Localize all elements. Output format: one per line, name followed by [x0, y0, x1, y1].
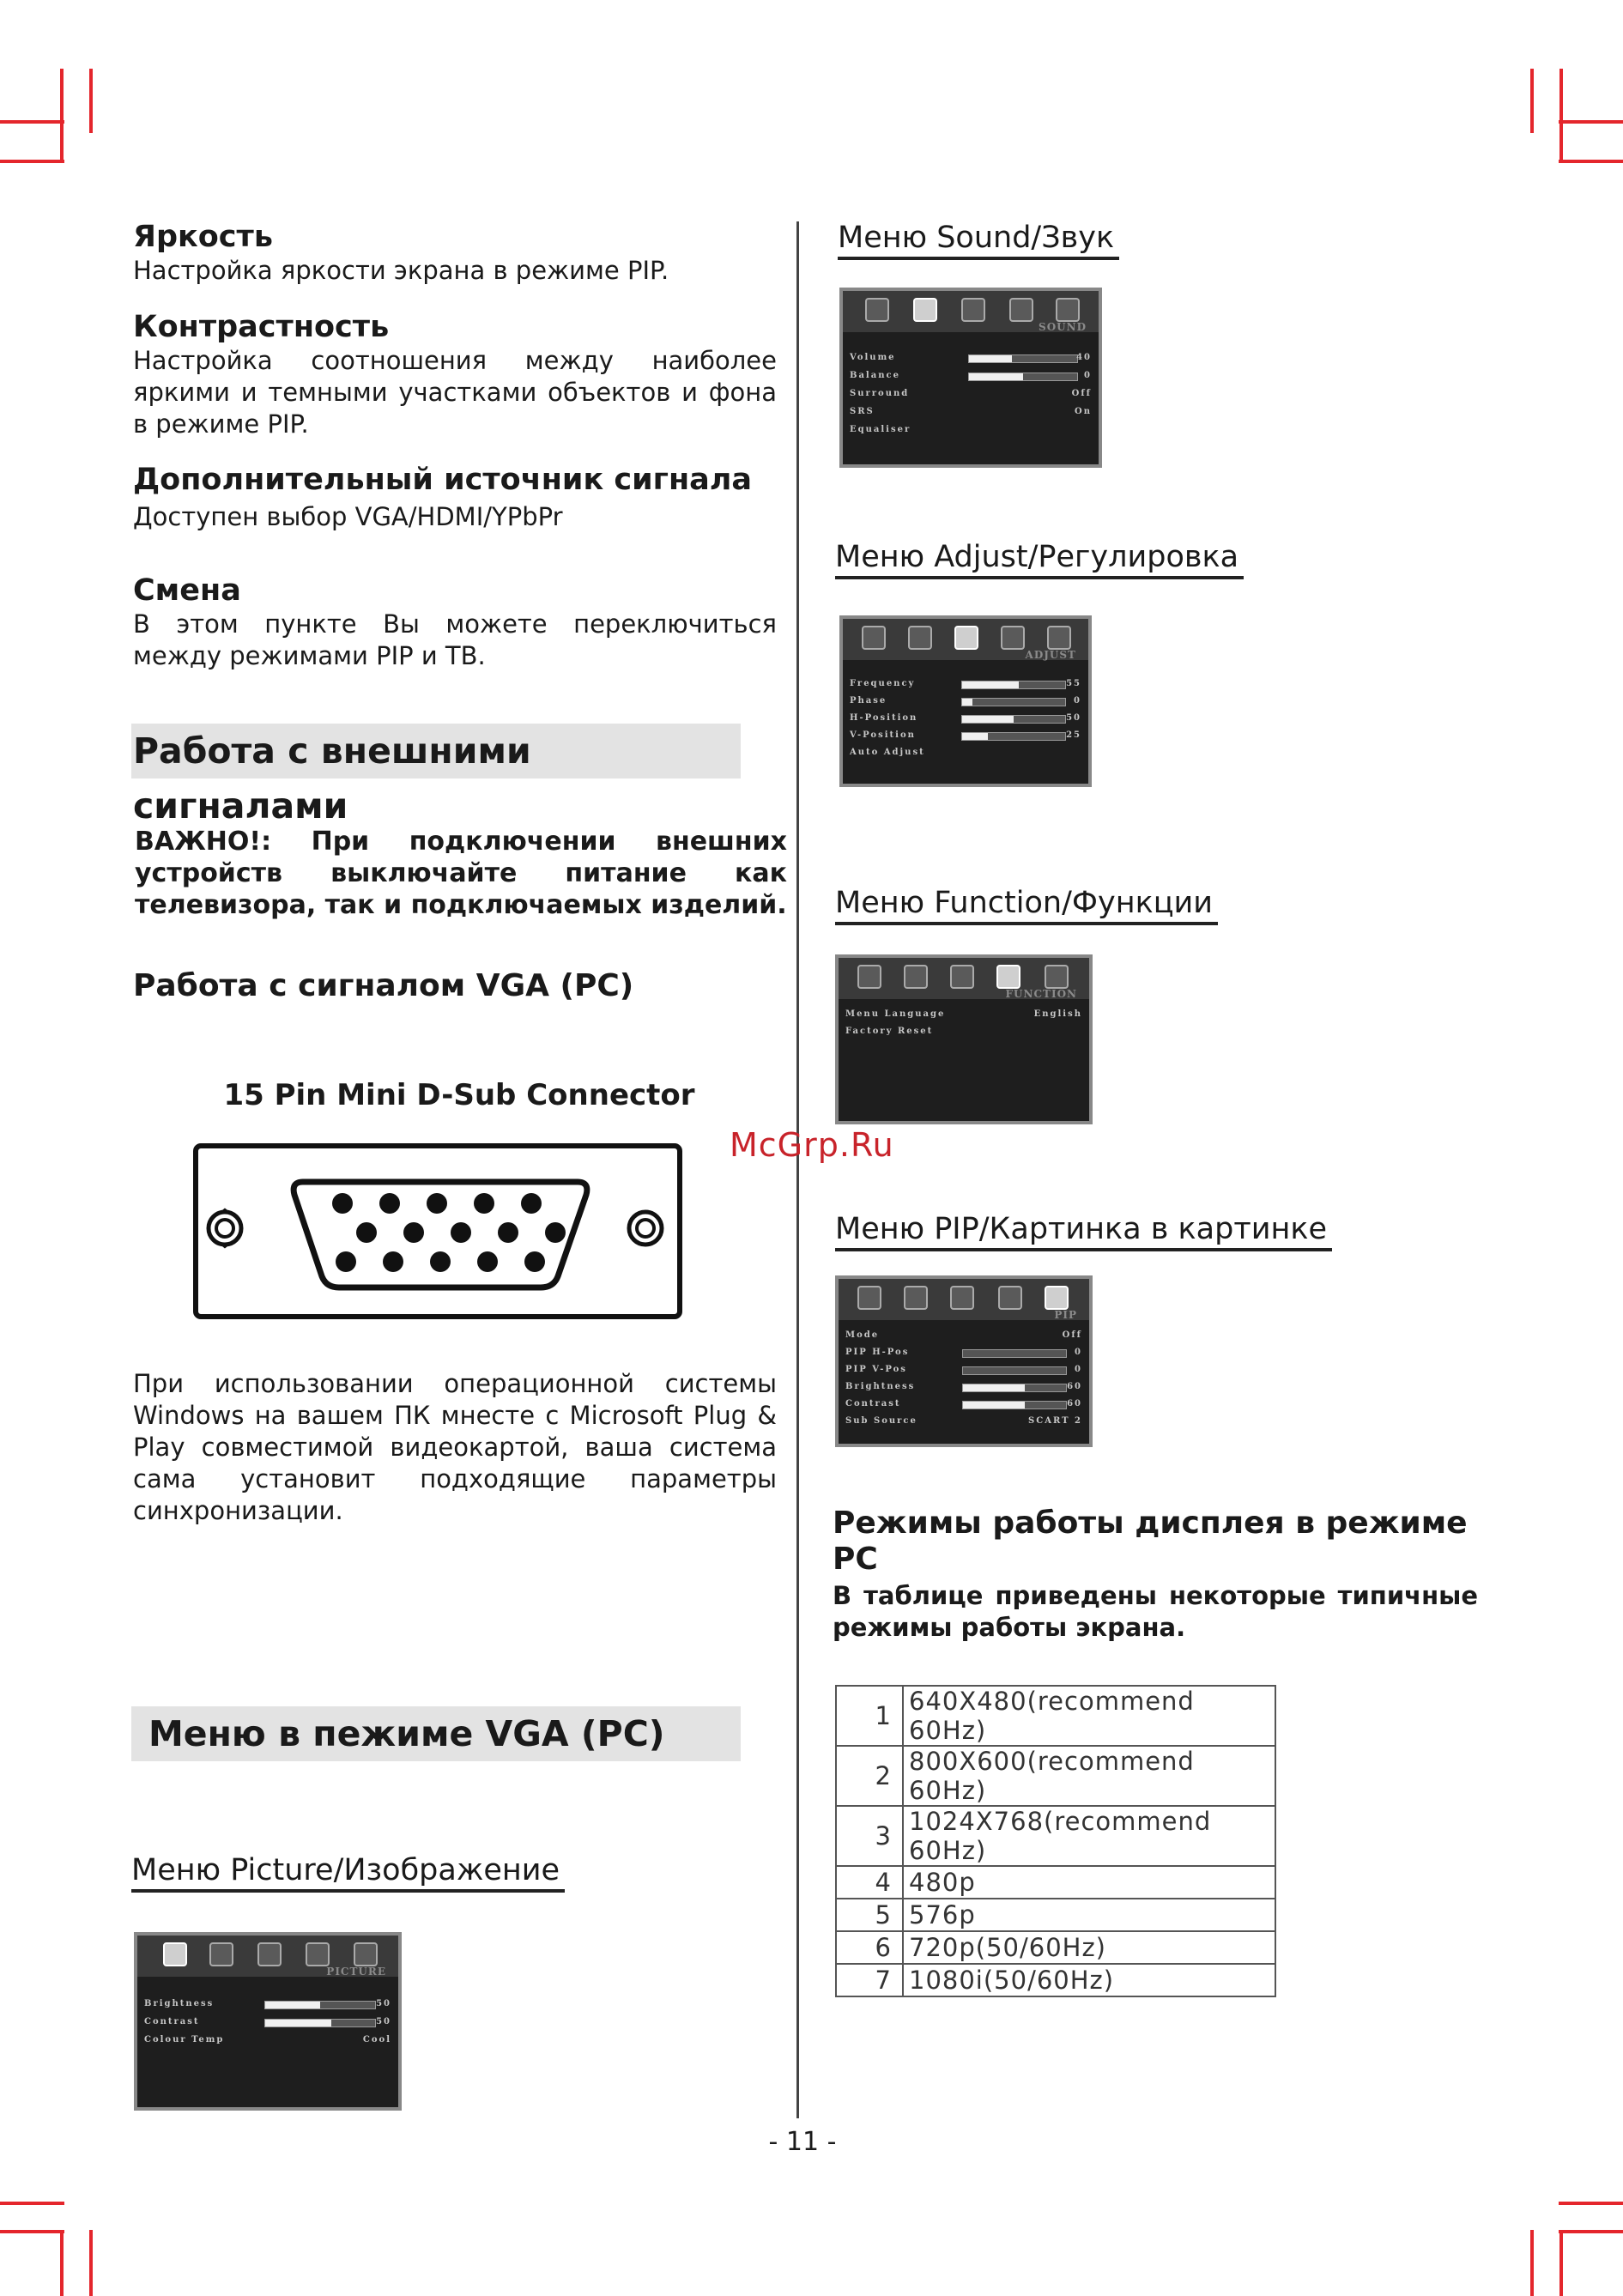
osd-row-factory-reset: Factory Reset	[845, 1027, 934, 1036]
osd-slider-fill	[963, 1402, 1025, 1408]
column-divider	[796, 221, 799, 2118]
osd-icon-bar	[839, 958, 1089, 999]
picture-tab-icon	[163, 1942, 187, 1966]
sound-menu-heading: Меню Sound/Звук	[838, 219, 1119, 260]
osd-row-pip-brightness: Brightness 60	[845, 1382, 1082, 1391]
vga-heading: Работа с сигналом VGA (PC)	[133, 968, 634, 1003]
osd-adjust-menu	[839, 615, 1092, 787]
right-screw-icon	[629, 1212, 662, 1245]
mode-number: 7	[836, 1964, 903, 1996]
osd-slider-fill	[962, 682, 1019, 688]
vga-connector-diagram	[193, 1143, 682, 1319]
osd-slider-track	[961, 698, 1066, 706]
pc-modes-heading: Режимы работы дисплея в режиме PC	[833, 1505, 1468, 1577]
osd-row-equaliser: Equaliser	[850, 425, 911, 434]
osd-icon-bar	[839, 1279, 1089, 1320]
osd-slider-track	[968, 354, 1078, 363]
external-signals-title: Работа с внешними сигналами	[133, 730, 531, 827]
osd-row-pip-v-pos: PIP V-Pos 0	[845, 1365, 1082, 1374]
osd-row-frequency: Frequency 55	[850, 679, 1081, 688]
osd-row-pip-contrast: Contrast 60	[845, 1399, 1082, 1408]
picture-tab-icon	[865, 298, 889, 322]
osd-slider-fill	[962, 716, 1014, 723]
brightness-heading: Яркость	[133, 220, 273, 254]
pip-tab-icon	[354, 1942, 378, 1966]
osd-row-pip-h-pos: PIP H-Pos 0	[845, 1348, 1082, 1357]
contrast-text: Настройка соотношения между наиболее яркими и темными участками объектов и фона в режиме PIP.	[133, 346, 777, 439]
osd-slider-track	[961, 732, 1066, 741]
osd-slider-track	[962, 1384, 1067, 1392]
osd-slider-fill	[969, 373, 1023, 380]
sound-tab-icon	[908, 626, 932, 650]
osd-row-v-position: V-Position 25	[850, 730, 1081, 740]
adjust-tab-icon	[257, 1942, 282, 1966]
mode-number: 6	[836, 1931, 903, 1964]
osd-sound-menu	[839, 288, 1102, 468]
osd-icon-bar	[843, 291, 1099, 332]
brightness-section	[133, 219, 777, 287]
table-row	[836, 1899, 1275, 1931]
contrast-section	[133, 309, 777, 440]
table-row	[836, 1746, 1275, 1806]
sound-tab-icon	[913, 298, 937, 322]
osd-picture-menu	[134, 1932, 402, 2111]
pip-tab-icon	[1047, 626, 1071, 650]
osd-slider-fill	[963, 1384, 1025, 1391]
watermark: McGrp.Ru	[730, 1126, 894, 1164]
osd-tab-name: SOUND	[1039, 321, 1087, 333]
osd-tab-name: FUNCTION	[1005, 988, 1077, 1000]
sound-tab-icon	[904, 965, 928, 989]
table-row	[836, 1931, 1275, 1964]
display-modes-table	[835, 1685, 1276, 1997]
table-row	[836, 1866, 1275, 1899]
function-tab-icon	[996, 965, 1020, 989]
aux-source-section	[133, 462, 777, 533]
function-tab-icon	[998, 1286, 1022, 1310]
picture-tab-icon	[857, 965, 881, 989]
picture-tab-icon	[857, 1286, 881, 1310]
osd-slider-track	[961, 681, 1066, 689]
osd-tab-name: PIP	[1054, 1309, 1077, 1321]
mode-number: 3	[836, 1806, 903, 1866]
aux-source-heading: Дополнительный источник сигнала	[133, 463, 753, 497]
pc-modes-text: В таблице приведены некоторые типичные режимы работы экрана.	[833, 1581, 1478, 1642]
mode-value: 1024X768(recommend 60Hz)	[903, 1806, 1275, 1866]
osd-row-h-position: H-Position 50	[850, 713, 1081, 723]
osd-function-menu	[835, 954, 1093, 1124]
pip-tab-icon	[1056, 298, 1080, 322]
adjust-tab-icon	[950, 965, 974, 989]
mode-value: 1080i(50/60Hz)	[903, 1964, 1275, 1996]
swap-section	[133, 572, 777, 672]
picture-menu-heading: Меню Picture/Изображение	[131, 1851, 565, 1893]
vga-connector-drawing	[193, 1143, 682, 1319]
vga-text: При использовании операционной системы Windows на вашем ПК мнесте с Microsoft Plug & Play совместимой видеокартой, ваша система сама установит подходящие параметры синхронизации.	[133, 1369, 777, 1525]
mode-number: 4	[836, 1866, 903, 1899]
page-number: - 11 -	[768, 2127, 837, 2157]
connector-title: 15 Pin Mini D-Sub Connector	[223, 1078, 695, 1112]
mode-number: 2	[836, 1746, 903, 1806]
osd-icon-bar	[843, 619, 1088, 660]
osd-slider-fill	[962, 699, 972, 706]
table-row	[836, 1964, 1275, 1996]
function-menu-heading: Меню Function/Функции	[835, 884, 1218, 925]
pip-menu-heading: Меню PIP/Картинка в картинке	[835, 1210, 1332, 1251]
function-tab-icon	[306, 1942, 330, 1966]
osd-row-colour-temp: Colour Temp Cool	[144, 2035, 391, 2045]
osd-slider-fill	[969, 355, 1012, 362]
osd-slider-track	[962, 1401, 1067, 1409]
external-signals-bar	[131, 724, 741, 827]
osd-slider-fill	[265, 2002, 320, 2008]
osd-icon-bar	[137, 1936, 398, 1977]
left-screw-icon	[209, 1210, 241, 1246]
osd-row-srs: SRS On	[850, 407, 1092, 416]
contrast-heading: Контрастность	[133, 310, 390, 344]
osd-row-surround: Surround Off	[850, 389, 1092, 398]
table-row	[836, 1686, 1275, 1746]
mode-value: 640X480(recommend 60Hz)	[903, 1686, 1275, 1746]
osd-slider-track	[264, 2019, 376, 2027]
mode-number: 1	[836, 1686, 903, 1746]
pip-tab-icon	[1045, 1286, 1069, 1310]
osd-pip-menu	[835, 1275, 1093, 1447]
osd-slider-track	[264, 2001, 376, 2009]
osd-slider-track	[968, 373, 1078, 381]
mode-value: 800X600(recommend 60Hz)	[903, 1746, 1275, 1806]
function-tab-icon	[1009, 298, 1033, 322]
osd-slider-track	[962, 1349, 1067, 1358]
osd-row-volume: Volume 40	[850, 353, 1092, 362]
mode-value: 576p	[903, 1899, 1275, 1931]
osd-row-contrast: Contrast 50	[144, 2017, 391, 2026]
adjust-tab-icon	[961, 298, 985, 322]
important-notice: ВАЖНО!: При подключении внешних устройств выключайте питание как телевизора, так и подключаемых изделий.	[135, 827, 787, 920]
function-tab-icon	[1001, 626, 1025, 650]
osd-tab-name: PICTURE	[326, 1966, 386, 1978]
osd-row-mode: Mode Off	[845, 1330, 1082, 1340]
pip-tab-icon	[1045, 965, 1069, 989]
osd-row-menu-language: Menu Language English	[845, 1009, 1082, 1019]
osd-slider-fill	[962, 733, 988, 740]
adjust-tab-icon	[950, 1286, 974, 1310]
table-row	[836, 1806, 1275, 1866]
sound-tab-icon	[904, 1286, 928, 1310]
osd-row-sub-source: Sub Source SCART 2	[845, 1416, 1082, 1426]
osd-slider-track	[962, 1366, 1067, 1375]
mode-value: 720p(50/60Hz)	[903, 1931, 1275, 1964]
swap-heading: Смена	[133, 573, 241, 608]
osd-row-auto-adjust: Auto Adjust	[850, 748, 925, 757]
vga-menu-bar	[131, 1706, 741, 1761]
picture-tab-icon	[862, 626, 886, 650]
mode-value: 480p	[903, 1866, 1275, 1899]
aux-source-text: Доступен выбор VGA/HDMI/YPbPr	[133, 502, 563, 531]
osd-row-brightness: Brightness 50	[144, 1999, 391, 2008]
osd-slider-track	[961, 715, 1066, 724]
osd-tab-name: ADJUST	[1025, 649, 1076, 661]
swap-text: В этом пункте Вы можете переключиться между режимами PIP и ТВ.	[133, 609, 777, 670]
adjust-tab-icon	[954, 626, 978, 650]
sound-tab-icon	[209, 1942, 233, 1966]
osd-row-phase: Phase 0	[850, 696, 1081, 706]
adjust-menu-heading: Меню Adjust/Регулировка	[835, 538, 1244, 579]
vga-menu-title: Меню в пежиме VGA (PC)	[148, 1713, 665, 1754]
osd-slider-fill	[265, 2020, 331, 2026]
osd-row-balance: Balance 0	[850, 371, 1092, 380]
brightness-text: Настройка яркости экрана в режиме PIP.	[133, 256, 669, 285]
mode-number: 5	[836, 1899, 903, 1931]
